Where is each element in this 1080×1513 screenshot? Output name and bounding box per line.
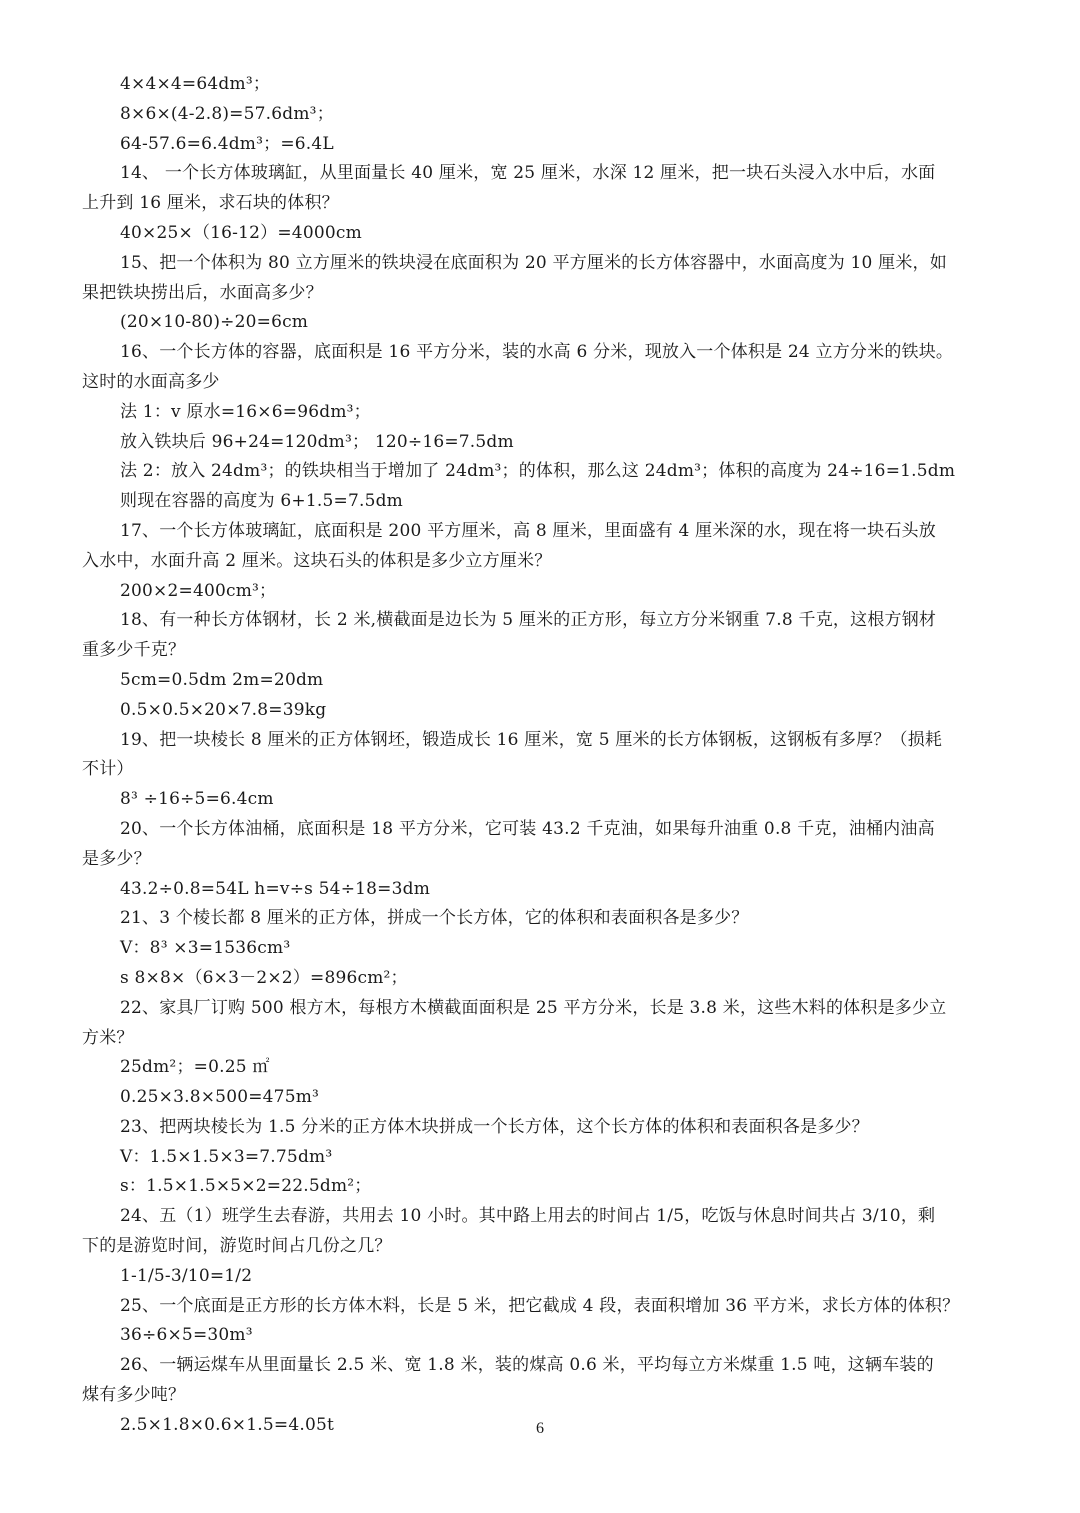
answer-line: 则现在容器的高度为 6+1.5=7.5dm <box>120 491 403 512</box>
answer-line: 1-1/5-3/10=1/2 <box>120 1265 253 1286</box>
text-line: 64-57.6=6.4dm³；=6.4L <box>120 133 334 154</box>
question-line: 14、 一个长方体玻璃缸，从里面量长 40 厘米，宽 25 厘米，水深 12 厘米，把一块石头浸入水中后，水面 <box>120 163 936 184</box>
question-line: 下的是游览时间，游览时间占几份之几？ <box>82 1236 392 1257</box>
answer-line: V：1.5×1.5×3=7.75dm³ <box>120 1146 333 1167</box>
answer-line: 40×25×（16-12）=4000cm <box>120 222 362 243</box>
question-line: 16、一个长方体的容器，底面积是 16 平方分米，装的水高 6 分米，现放入一个体积是 24 立方分米的铁块。 <box>120 342 954 363</box>
answer-line: 2.5×1.8×0.6×1.5=4.05t <box>120 1414 335 1435</box>
answer-line: 放入铁块后 96+24=120dm³； 120÷16=7.5dm <box>120 431 514 452</box>
question-line: 17、一个长方体玻璃缸，底面积是 200 平方厘米，高 8 厘米，里面盛有 4 厘米深的水，现在将一块石头放 <box>120 520 936 541</box>
answer-line: 0.25×3.8×500=475m³ <box>120 1087 320 1108</box>
question-line: 24、五（1）班学生去春游，共用去 10 小时。其中路上用去的时间占 1/5，吃饭与休息时间共占 3/10，剩 <box>120 1206 936 1227</box>
question-line: 上升到 16 厘米，求石块的体积？ <box>82 193 339 214</box>
question-line: 重多少千克？ <box>82 640 186 661</box>
question-line: 21、3 个棱长都 8 厘米的正方体，拼成一个长方体，它的体积和表面积各是多少？ <box>120 908 749 929</box>
question-line: 22、家具厂订购 500 根方木，每根方木横截面面积是 25 平方分米，长是 3.8 米，这些木料的体积是多少立 <box>120 997 947 1018</box>
question-line: 不计） <box>82 759 134 780</box>
question-line: 15、把一个体积为 80 立方厘米的铁块浸在底面积为 20 平方厘米的长方体容器中，水面高度为 10 厘米，如 <box>120 252 947 273</box>
answer-line: V：8³ ×3=1536cm³ <box>120 938 291 959</box>
question-line: 是多少？ <box>82 848 151 869</box>
answer-line: 法 2：放入 24dm³；的铁块相当于增加了 24dm³；的体积，那么这 24dm³；体积的高度为 24÷16=1.5dm <box>120 461 956 482</box>
question-line: 果把铁块捞出后，水面高多少？ <box>82 282 323 303</box>
answer-line: 43.2÷0.8=54L h=v÷s 54÷18=3dm <box>120 878 431 899</box>
answer-line: s：1.5×1.5×5×2=22.5dm²； <box>120 1176 372 1197</box>
question-line: 26、一辆运煤车从里面量长 2.5 米、宽 1.8 米，装的煤高 0.6 米，平均每立方米煤重 1.5 吨，这辆车装的 <box>120 1355 934 1376</box>
text-line: 8×6×(4-2.8)=57.6dm³； <box>120 103 334 124</box>
question-line: 18、有一种长方体钢材，长 2 米,横截面是边长为 5 厘米的正方形，每立方分米钢重 7.8 千克，这根方钢材 <box>120 610 937 631</box>
question-line: 入水中，水面升高 2 厘米。这块石头的体积是多少立方厘米？ <box>82 550 552 571</box>
question-line: 这时的水面高多少 <box>82 371 220 392</box>
answer-line: 36÷6×5=30m³ <box>120 1325 253 1346</box>
answer-line: (20×10-80)÷20=6cm <box>120 312 309 333</box>
answer-line: 5cm=0.5dm 2m=20dm <box>120 669 324 690</box>
answer-line: 200×2=400cm³； <box>120 580 277 601</box>
answer-line: 8³ ÷16÷5=6.4cm <box>120 789 274 810</box>
question-line: 煤有多少吨？ <box>82 1385 186 1406</box>
text-body <box>82 70 1002 1441</box>
question-line: 方米？ <box>82 1027 134 1048</box>
answer-line: s 8×8×（6×3－2×2）=896cm²； <box>120 967 408 988</box>
text-line: 4×4×4=64dm³； <box>120 74 271 94</box>
answer-line: 25dm²；=0.25 ㎡ <box>120 1057 270 1078</box>
question-line: 23、把两块棱长为 1.5 分米的正方体木块拼成一个长方体，这个长方体的体积和表面积各是多少？ <box>120 1116 869 1137</box>
answer-line: 0.5×0.5×20×7.8=39kg <box>120 699 327 720</box>
question-line: 19、把一块棱长 8 厘米的正方体钢坯，锻造成长 16 厘米，宽 5 厘米的长方体钢板，这钢板有多厚？（损耗 <box>120 729 943 750</box>
question-line: 25、一个底面是正方形的长方体木料，长是 5 米，把它截成 4 段，表面积增加 36 平方米，求长方体的体积？ <box>120 1295 960 1316</box>
question-line: 20、一个长方体油桶，底面积是 18 平方分米，它可装 43.2 千克油，如果每升油重 0.8 千克，油桶内油高 <box>120 818 935 839</box>
answer-line: 法 1：v 原水=16×6=96dm³； <box>120 401 371 422</box>
page-number: 6 <box>536 1420 544 1437</box>
